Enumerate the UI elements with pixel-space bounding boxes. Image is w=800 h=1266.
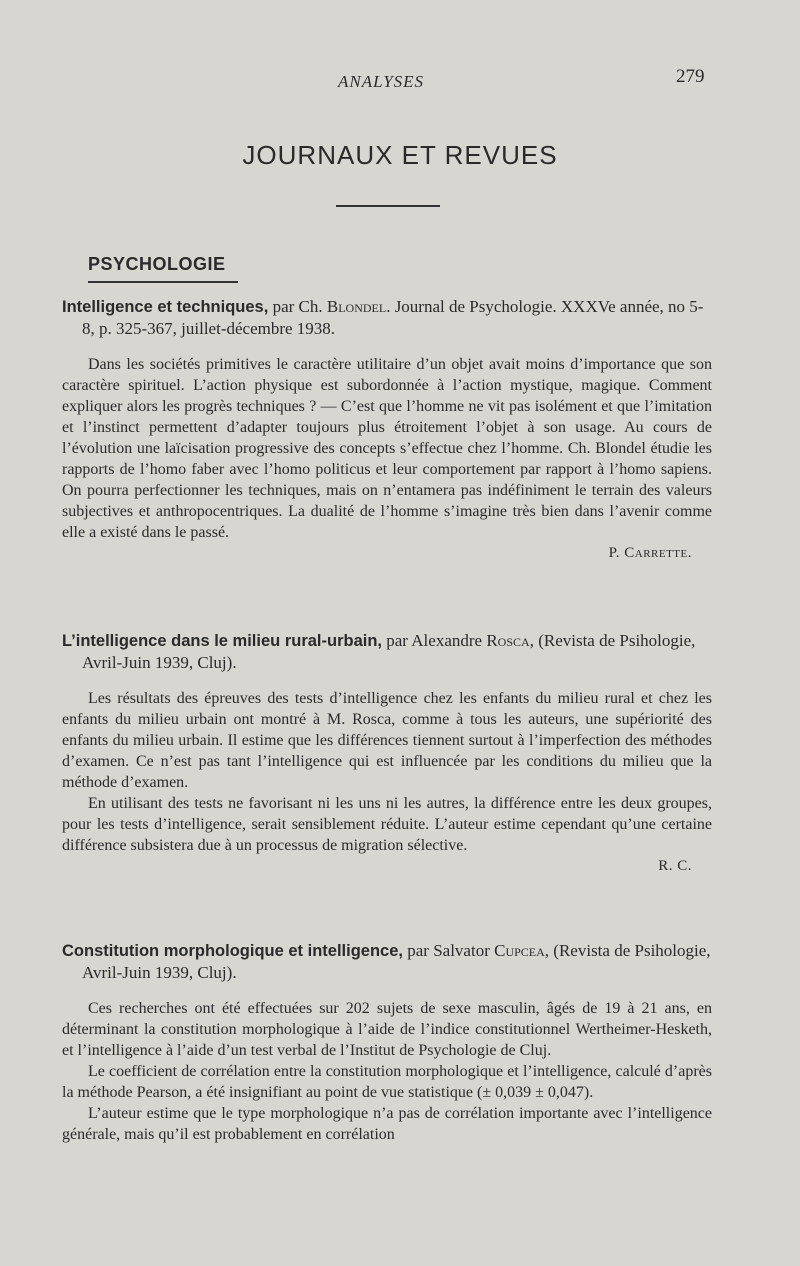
article-author: Rosca (486, 631, 530, 650)
article-signature: P. Carrette. (608, 545, 692, 561)
article-source: . Journal de Psychologie. XXXVe année, no 5-8, p. 325-367, juillet-décembre 1938. (82, 297, 704, 338)
paragraph: En utilisant des tests ne favorisant ni les uns ni les autres, la différence entre les deux groupes, pour les tests d’intelligence, serait sensiblement réduite. L’auteur estime cependant qu’une certaine différence subsistera due à un processus de migration sélective. (62, 795, 712, 854)
paragraph: Dans les sociétés primitives le caractère utilitaire d’un objet avait moins d’importance que son caractère spirituel. L’action physique est subordonnée à l’action mystique, magique. Comment expliquer alors les progrès techniques ? — C’est que l’homme ne vit pas isolément et que l’imitation et l’instinct permettent d’adapter toujours plus étroitement l’objet à son usage. Au cours de l’évolution une laïcisation progressive des concepts s’effectue chez l’homme. Ch. Blondel étudie les rapports de l’homo faber avec l’homo politicus et leur comportement par rapport à l’homo sapiens. On pourra perfectionner les techniques, mais on n’entamera pas indéfiniment le terrain des valeurs subjectives et anthropocentriques. La dualité de l’homme s’imagine très bien dans l’avenir comme elle a existé dans le passé. (62, 356, 712, 541)
article-title: Constitution morphologique et intelligence, (62, 942, 403, 960)
paragraph: Le coefficient de corrélation entre la constitution morphologique et l’intelligence, calculé d’après la méthode Pearson, a été insignifiant au point de vue statistique (± 0,039 ± 0,047). (62, 1063, 712, 1101)
page-number: 279 (676, 66, 705, 87)
article-title: Intelligence et techniques, (62, 298, 269, 316)
article-author: Blondel (326, 297, 387, 316)
section-title: JOURNAUX ET REVUES (242, 140, 558, 170)
article-by: par Salvator (403, 941, 495, 960)
subsection-rule (88, 281, 238, 283)
article-heading (62, 940, 712, 984)
running-head (0, 66, 800, 96)
article-2 (62, 630, 712, 875)
article-title: L’intelligence dans le milieu rural-urbain, (62, 632, 382, 650)
article-1 (62, 296, 712, 562)
article-by: par Ch. (268, 297, 327, 316)
article-by: par Alexandre (382, 631, 487, 650)
article-body (62, 688, 712, 856)
subsection-heading: PSYCHOLOGIE (88, 254, 226, 274)
paragraph: Les résultats des épreuves des tests d’intelligence chez les enfants du milieu rural et chez les enfants du milieu urbain ont montré à M. Rosca, comme à tous les auteurs, une supériorité des enfants du milieu urbain. Il estime que les différences tiennent surtout à l’imperfection des méthodes d’examen. Ce n’est pas tant l’intelligence qui est influencée par les conditions du milieu que la méthode d’examen. (62, 690, 712, 791)
title-rule (336, 205, 440, 207)
running-head-title: ANALYSES (338, 72, 425, 91)
article-source: , (Revista de Psihologie, Avril-Juin 1939, Cluj). (82, 941, 711, 982)
paragraph: L’auteur estime que le type morphologique n’a pas de corrélation importante avec l’intelligence générale, mais qu’il est probablement en corrélation (62, 1105, 712, 1143)
article-3 (62, 940, 712, 1145)
article-body (62, 998, 712, 1145)
article-source: , (Revista de Psihologie, Avril-Juin 1939, Cluj). (82, 631, 696, 672)
article-body (62, 354, 712, 543)
article-heading (62, 630, 712, 674)
article-author: Cupcea (494, 941, 545, 960)
paragraph: Ces recherches ont été effectuées sur 202 sujets de sexe masculin, âgés de 19 à 21 ans, en déterminant la constitution morphologique à l’aide de l’indice constitutionnel Wertheimer-Hesketh, et l’intelligence à l’aide d’un test verbal de l’Institut de Psychologie de Cluj. (62, 1000, 712, 1059)
article-signature: R. C. (658, 858, 692, 874)
article-heading (62, 296, 712, 340)
